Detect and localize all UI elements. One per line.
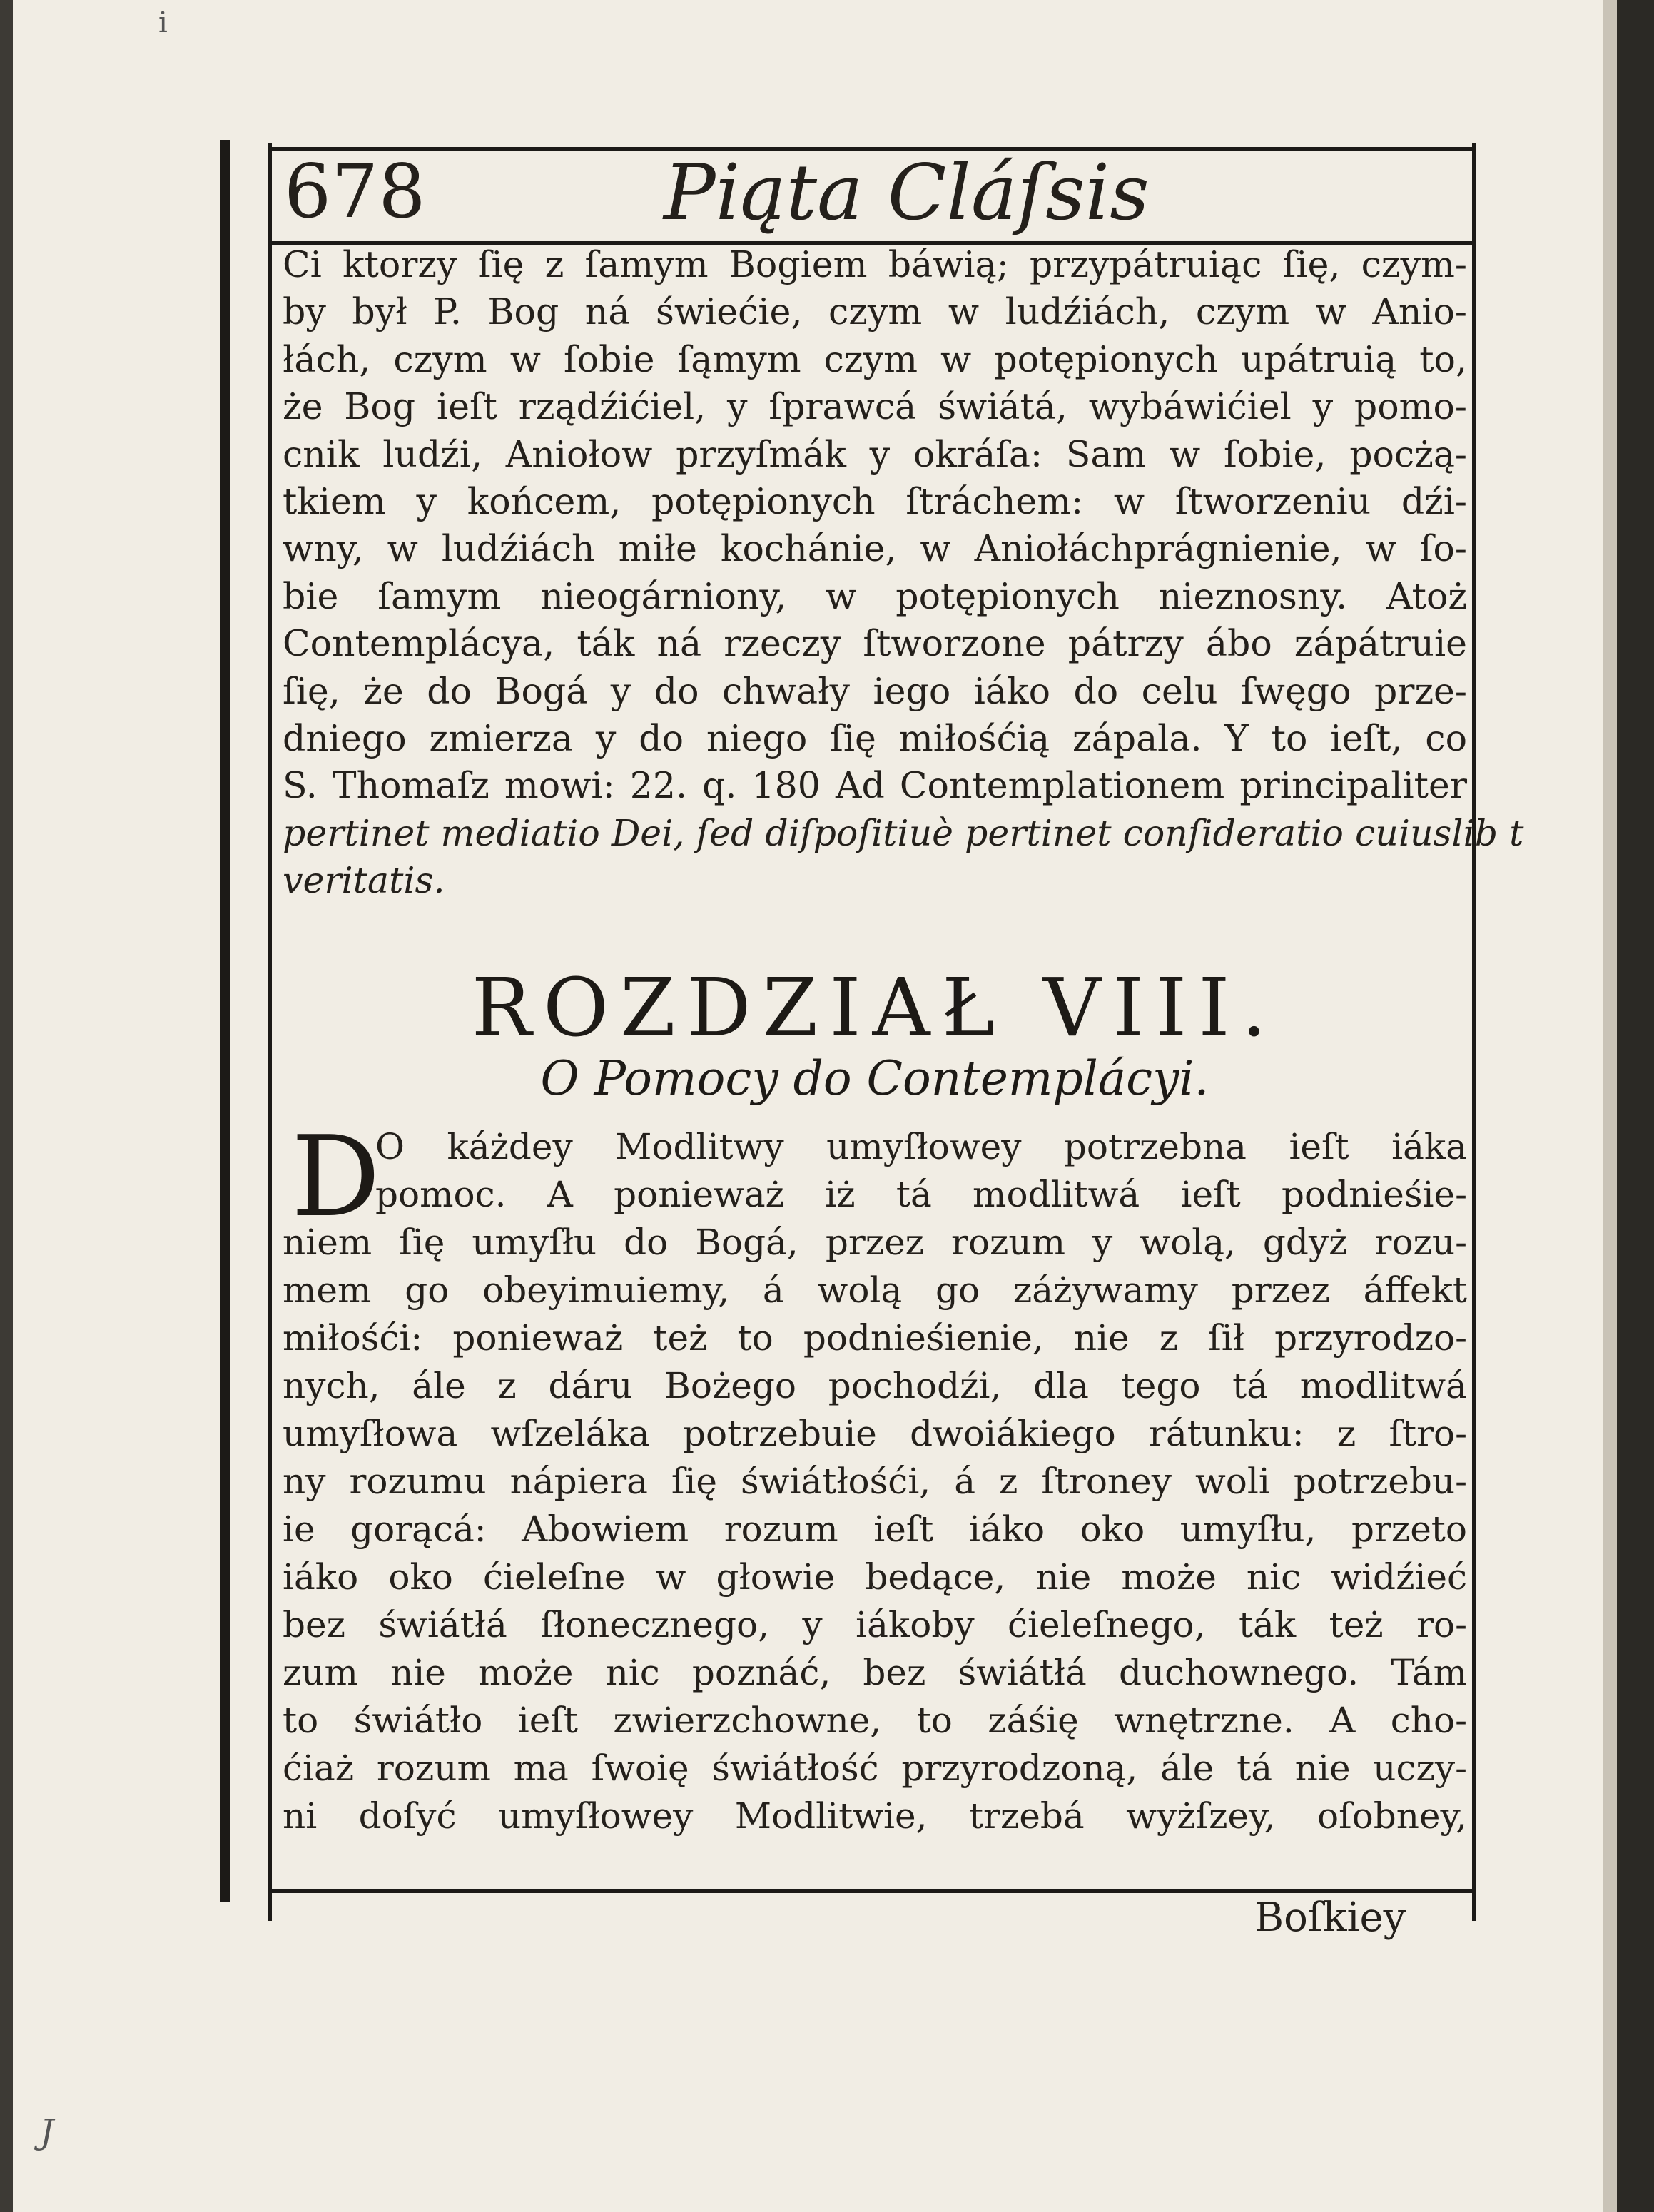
text-line: S. Thomaſz mowi: 22. q. 180 Ad Contemplationem principaliter bbox=[283, 764, 1467, 807]
text-line: miłośći: ponieważ też to podnieśienie, nie z ſił przyrodzo- bbox=[283, 1317, 1467, 1359]
text-line: niem ſię umyſłu do Bogá, przez rozum y wolą, gdyż rozu- bbox=[283, 1222, 1467, 1263]
text-line: łách, czym w ſobie ſąmym czym w potępionych upátruią to, bbox=[283, 338, 1467, 380]
paragraph-contemplation bbox=[283, 241, 1524, 905]
latin-quote-line: veritatis. bbox=[283, 859, 445, 902]
text-line: bez świátłá ſłonecznego, y iákoby ćieleſnego, ták też ro- bbox=[283, 1604, 1467, 1645]
text-line: zum nie może nic poznáć, bez świátłá duchownego. Tám bbox=[283, 1652, 1467, 1693]
margin-mark-top: i bbox=[158, 6, 168, 39]
catchword: Boſkiey bbox=[1254, 1894, 1406, 1941]
text-line: O káżdey Modlitwy umyſłowey potrzebna ieſt iáka bbox=[375, 1126, 1467, 1167]
text-line: Ci ktorzy ſię z ſamym Bogiem báwią; przypátruiąc ſię, czym- bbox=[283, 243, 1467, 285]
text-line: nych, ále z dáru Bożego pochodźi, dla tego tá modlitwá bbox=[283, 1365, 1467, 1406]
text-line: ſię, że do Bogá y do chwały iego iáko do celu ſwęgo prze- bbox=[283, 669, 1467, 712]
text-line: ny rozumu nápiera ſię świátłośći, á z ſtroney woli potrzebu- bbox=[283, 1461, 1467, 1502]
frame-bottom-rule bbox=[268, 1889, 1476, 1893]
paragraph-help-contemplation bbox=[283, 1112, 1467, 1840]
text-line: dniego zmierza y do niego ſię miłośćią zápala. Y to ieſt, co bbox=[283, 717, 1467, 760]
text-line: bie ſamym nieogárniony, w potępionych nieznosny. Atoż bbox=[283, 574, 1467, 617]
text-line: ni doſyć umyſłowey Modlitwie, trzebá wyżſzey, oſobney, bbox=[283, 1795, 1467, 1837]
text-line: wny, w ludźiách miłe kochánie, w Aniołáchprágnienie, w ſo- bbox=[283, 527, 1467, 570]
text-line: tkiem y końcem, potępionych ſtráchem: w ſtworzeniu dźi- bbox=[283, 480, 1467, 523]
margin-mark-bottom: J bbox=[40, 2112, 54, 2152]
text-line: cnik ludźi, Aniołow przyſmák y okráſa: Sam w ſobie, pocżą- bbox=[283, 432, 1467, 475]
book-edge bbox=[1603, 0, 1654, 2212]
text-line: ie gorącá: Abowiem rozum ieſt iáko oko umyſłu, przeto bbox=[283, 1508, 1467, 1550]
text-line: Contemplácya, ták ná rzeczy ſtworzone pátrzy ábo zápátruie bbox=[283, 622, 1467, 665]
chapter-title: ROZDZIAŁ VIII. bbox=[471, 962, 1279, 1055]
text-line: ćiaż rozum ma ſwoię świátłość przyrodzoną, ále tá nie uczy- bbox=[283, 1747, 1467, 1789]
text-line: iáko oko ćieleſne w głowie bedące, nie może nic widźieć bbox=[283, 1556, 1467, 1598]
running-head: Piąta Cláſsis bbox=[664, 148, 1150, 238]
text-line: że Bog ieſt rządźićiel, y ſprawcá świátá, wybáwićiel y pomo- bbox=[283, 385, 1467, 428]
outer-vertical-rule bbox=[220, 140, 230, 1902]
drop-cap: D bbox=[291, 1112, 381, 1242]
text-line: pomoc. A ponieważ iż tá modlitwá ieſt podnieśie- bbox=[375, 1174, 1467, 1215]
chapter-subtitle: O Pomocy do Contemplácyi. bbox=[540, 1051, 1209, 1106]
text-line: by był P. Bog ná świećie, czym w ludźiách, czym w Anio- bbox=[283, 290, 1467, 333]
text-line: to świátło ieſt zwierzchowne, to záśię wnętrzne. A cho- bbox=[283, 1700, 1467, 1741]
page-number: 678 bbox=[284, 148, 426, 235]
text-line: mem go obeyimuiemy, á wolą go záżywamy przez áffekt bbox=[283, 1269, 1467, 1311]
text-line: umyſłowa wſzeláka potrzebuie dwoiákiego rátunku: z ſtro- bbox=[283, 1413, 1467, 1454]
latin-quote-line: pertinet mediatio Dei, ſed diſpoſitiuè pertinet conſideratio cuiuslib t bbox=[283, 811, 1524, 854]
